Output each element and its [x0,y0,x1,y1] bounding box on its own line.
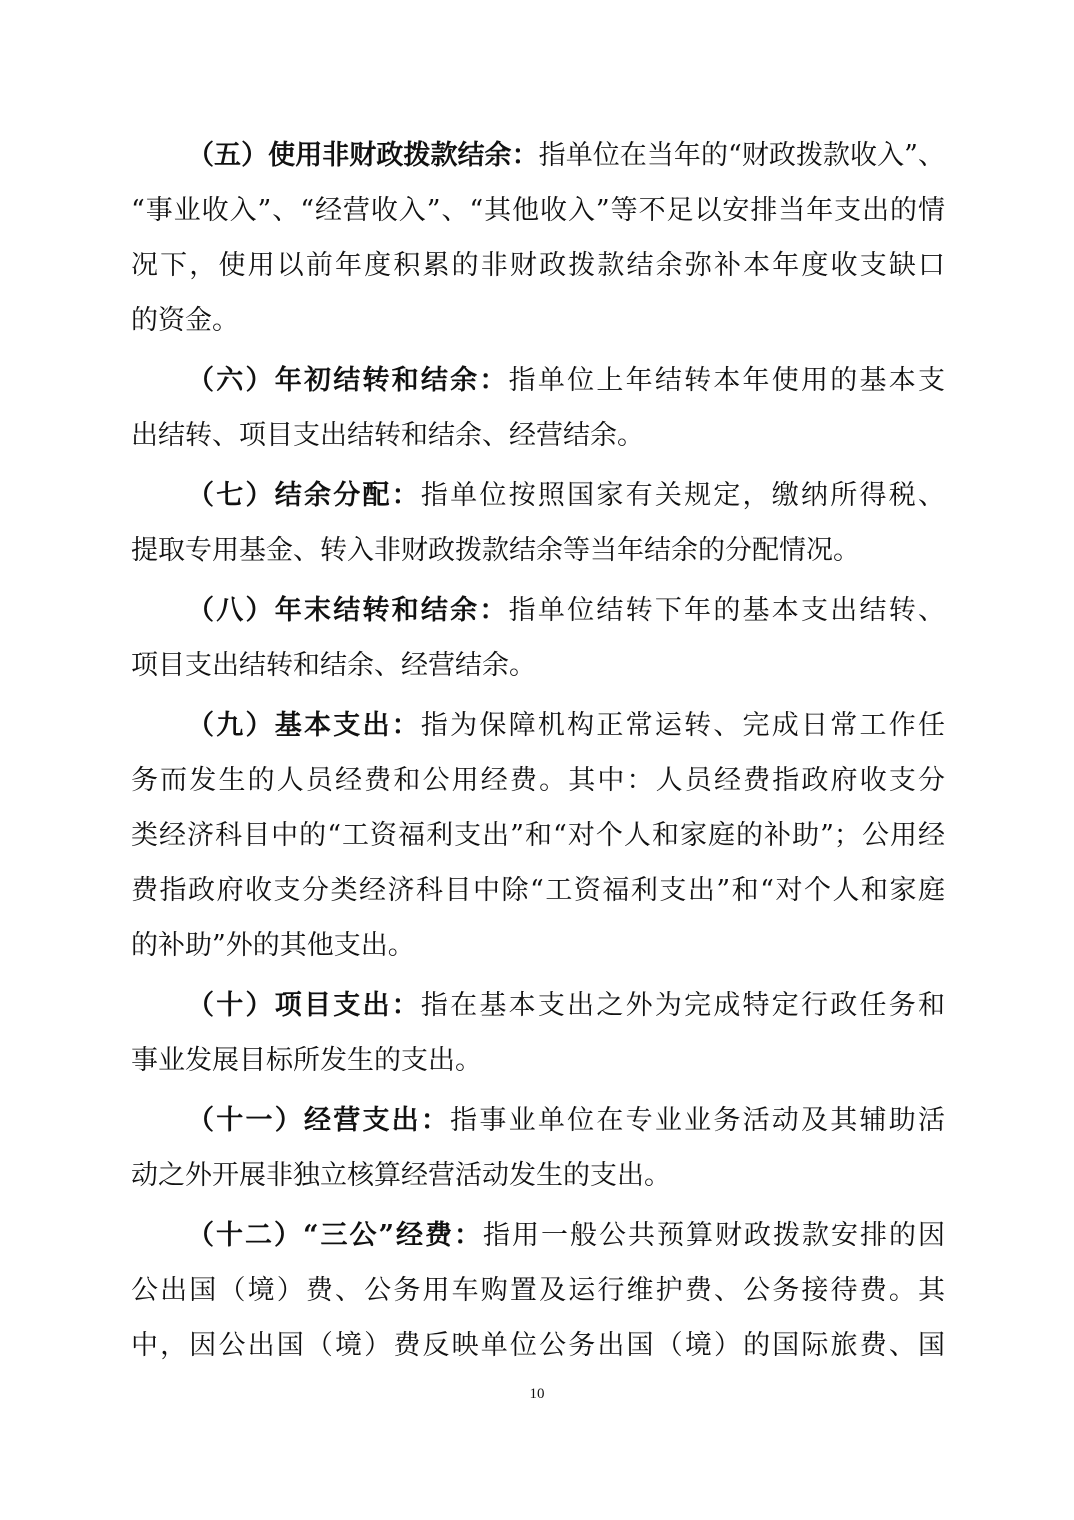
text-line [131,523,945,578]
line-text: 指单位上年结转本年使用的基本支 [508,365,946,396]
paragraph [131,353,945,463]
line-text: 类经济科目中的“工资福利支出”和“对个人和家庭的补助”；公用经 [131,820,945,851]
text-line [131,753,945,808]
line-text: 的补助”外的其他支出。 [131,930,415,961]
line-text: 指单位在当年的“财政拨款收入”、 [538,140,946,171]
section-heading: （十一）经营支出： [187,1105,451,1136]
document-body [131,128,945,1378]
page-number: 10 [529,1386,545,1402]
paragraph [131,1093,945,1203]
line-text: 指单位按照国家有关规定，缴纳所得税、 [420,480,946,511]
section-heading: （十）项目支出： [187,990,421,1021]
line-text: 况下，使用以前年度积累的非财政拨款结余弥补本年度收支缺口 [131,250,945,281]
line-text: 指单位结转下年的基本支出结转、 [508,595,946,626]
line-text: 中，因公出国（境）费反映单位公务出国（境）的国际旅费、国 [131,1330,945,1361]
text-line [131,1263,945,1318]
line-text: 项目支出结转和结余、经营结余。 [131,650,536,681]
text-line [131,1208,945,1263]
line-text: 务而发生的人员经费和公用经费。其中：人员经费指政府收支分 [131,765,945,796]
line-text: 动之外开展非独立核算经营活动发生的支出。 [131,1160,671,1191]
section-heading: （九）基本支出： [187,710,421,741]
text-line [131,468,945,523]
text-line [131,918,945,973]
paragraph [131,583,945,693]
line-text: “事业收入”、“经营收入”、“其他收入”等不足以安排当年支出的情 [131,195,945,226]
text-line [131,638,945,693]
text-line [131,583,945,638]
text-line [131,978,945,1033]
paragraph [131,978,945,1088]
line-text: 指事业单位在专业业务活动及其辅助活 [450,1105,946,1136]
paragraph [131,128,945,348]
text-line [131,353,945,408]
text-line [131,1093,945,1148]
line-text: 指在基本支出之外为完成特定行政任务和 [420,990,946,1021]
text-line [131,863,945,918]
text-line [131,128,945,183]
line-text: 指用一般公共预算财政拨款安排的因 [483,1220,946,1251]
section-heading: （八）年末结转和结余： [187,595,509,626]
section-heading: （五）使用非财政拨款结余： [187,140,539,171]
paragraph [131,698,945,973]
line-text: 公出国（境）费、公务用车购置及运行维护费、公务接待费。其 [131,1275,945,1306]
section-heading: （六）年初结转和结余： [187,365,509,396]
line-text: 出结转、项目支出结转和结余、经营结余。 [131,420,644,451]
line-text: 指为保障机构正常运转、完成日常工作任 [420,710,946,741]
text-line [131,1318,945,1373]
section-heading: （七）结余分配： [187,480,421,511]
text-line [131,808,945,863]
text-line [131,183,945,238]
paragraph [131,1208,945,1373]
text-line [131,238,945,293]
line-text: 的资金。 [131,305,239,336]
text-line [131,293,945,348]
text-line [131,1033,945,1088]
section-heading: （十二）“三公”经费： [187,1220,484,1251]
line-text: 事业发展目标所发生的支出。 [131,1045,482,1076]
text-line [131,698,945,753]
line-text: 提取专用基金、转入非财政拨款结余等当年结余的分配情况。 [131,535,860,566]
paragraph [131,468,945,578]
text-line [131,408,945,463]
text-line [131,1148,945,1203]
line-text: 费指政府收支分类经济科目中除“工资福利支出”和“对个人和家庭 [131,875,945,906]
